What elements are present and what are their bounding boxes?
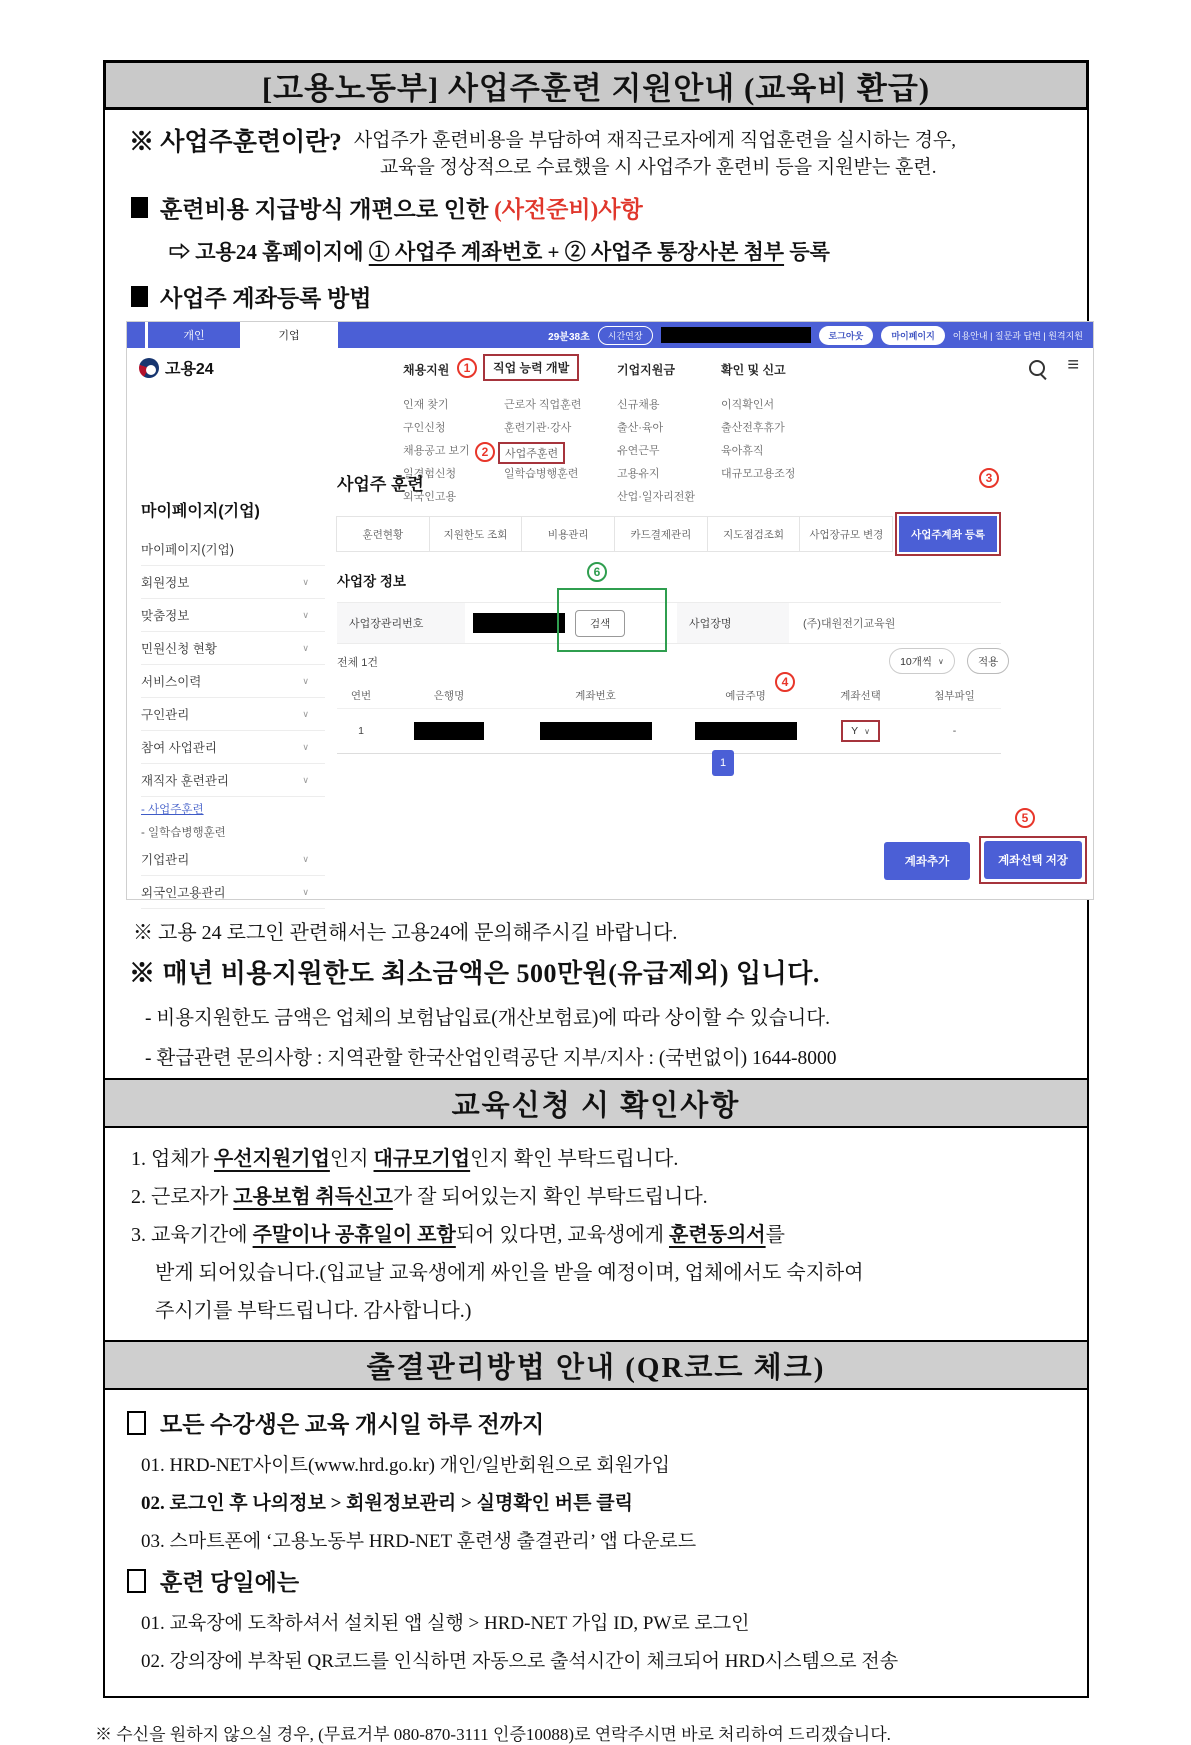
menu-item[interactable]: 대규모고용조정: [721, 468, 796, 480]
check-item-1: 1. 업체가 우선지원기업인지 대규모기업인지 확인 부탁드립니다.: [131, 1148, 679, 1170]
sidebar-item-job-offer[interactable]: 구인관리 ∨: [141, 698, 325, 731]
goyong24-logo[interactable]: [139, 356, 214, 379]
tab-inspection[interactable]: 지도점검조회: [707, 516, 801, 552]
menu-item[interactable]: 유연근무: [617, 445, 660, 457]
chevron-down-icon: [302, 709, 309, 720]
section3-title: 출결관리방법 안내 (QR코드 체크): [366, 1351, 826, 1384]
section2-title: 교육신청 시 확인사항: [451, 1089, 741, 1122]
account-table: [337, 682, 1001, 754]
menu-item[interactable]: 이직확인서: [721, 399, 775, 411]
menu-item[interactable]: 채용공고 보기: [403, 445, 470, 457]
intro-line2: 교육을 정상적으로 수료했을 시 사업주가 훈련비 등을 지원받는 훈련.: [379, 157, 937, 178]
method-text: 사업주 계좌등록 방법: [160, 286, 372, 311]
tab-card-payment[interactable]: 카드결제관리: [614, 516, 708, 552]
sidebar-item-foreign-employment[interactable]: 외국인고용관리 ∨: [141, 876, 325, 909]
annotation-circle-2: 2: [475, 442, 495, 462]
check-item-3: 3. 교육기간에 주말이나 공휴일이 포함되어 있다면, 교육생에게 훈련동의서를: [131, 1224, 785, 1246]
cell-bank: [385, 722, 513, 740]
menu-item[interactable]: 구인신청: [403, 422, 446, 434]
qr-heading-1: 모든 수강생은 교육 개시일 하루 전까지: [127, 1406, 1073, 1439]
intro-line1: 사업주가 훈련비용을 부담하여 재직근로자에게 직업훈련을 실시하는 경우,: [353, 130, 957, 151]
note-minimum-amount: ※ 매년 비용지원한도 최소금액은 500만원(유급제외) 입니다.: [129, 959, 820, 988]
prep-text: 훈련비용 지급방식 개편으로 인한 (사전준비)사항: [160, 197, 643, 222]
col-header-file: 첨부파일: [934, 689, 975, 702]
nav-item-subsidy[interactable]: 기업지원금: [617, 363, 675, 377]
sidebar-item-custom-info[interactable]: 맞춤정보 ∨: [141, 599, 325, 632]
table-header-row: [337, 682, 1001, 709]
check-item-2: 2. 근로자가 고용보험 취득신고가 잘 되어있는지 확인 부탁드립니다.: [131, 1186, 708, 1208]
square-bullet-icon: [131, 286, 148, 307]
extend-time-button[interactable]: 시간연장: [598, 326, 653, 345]
col-header-select: 계좌선택: [840, 689, 881, 702]
chevron-down-icon: [302, 610, 309, 621]
training-tabbar: [337, 512, 1001, 556]
arrow-underlined: ① 사업주 계좌번호 + ② 사업주 통장사본 첨부: [368, 240, 785, 264]
session-timer: 29분38초: [548, 331, 590, 343]
note-login: ※ 고용 24 로그인 관련해서는 고용24에 문의해주시길 바랍니다.: [133, 922, 678, 944]
add-account-button[interactable]: 계좌추가: [884, 842, 970, 880]
pagination-page-1[interactable]: 1: [712, 750, 734, 776]
tab-personal[interactable]: 개인: [148, 322, 240, 348]
checkbox-icon: [127, 1411, 146, 1435]
topbar: [338, 322, 1093, 348]
sidebar-item-civil-status[interactable]: 민원신청 현황 ∨: [141, 632, 325, 665]
dash-note-2: - 환급관련 문의사항 : 지역관할 한국산업인력공단 지부/지사 : (국번없이) 1644-8000: [145, 1048, 837, 1069]
save-account-select-button[interactable]: 계좌선택 저장: [984, 841, 1082, 879]
sidebar-title: 마이페이지(기업): [141, 503, 260, 520]
tab-training-status[interactable]: 훈련현황: [336, 516, 430, 552]
chevron-down-icon: [302, 742, 309, 753]
doc-title: [고용노동부] 사업주훈련 지원안내 (교육비 환급): [261, 70, 931, 106]
cell-holder: [678, 722, 813, 740]
topbar-links[interactable]: 이용안내 | 질문과 답변 | 원격지원: [952, 330, 1083, 341]
prep-line: [131, 191, 1075, 224]
sidebar-item-participation[interactable]: 참여 사업관리 ∨: [141, 731, 325, 764]
logout-button[interactable]: 로그아웃: [819, 326, 874, 345]
checkbox-icon: [127, 1569, 146, 1593]
menu-col-vocational: [481, 396, 582, 488]
arrow-pre: 고용24 홈페이지에: [195, 240, 369, 264]
gov-emblem-icon: [139, 358, 159, 378]
menu-item[interactable]: 출산전후휴가: [721, 422, 785, 434]
method-line: [131, 280, 1075, 313]
total-count: 전체 1건: [337, 657, 379, 669]
chevron-down-icon: [864, 727, 870, 736]
redacted-bank-name: [414, 722, 484, 740]
qr-step: 02. 강의장에 부착된 QR코드를 인식하면 자동으로 출석시간이 체크되어 HRD시스템으로 전송: [141, 1651, 899, 1672]
sidebar-link-apprenticeship[interactable]: - 일학습병행훈련: [141, 826, 226, 839]
annotation-circle-6: 6: [587, 562, 607, 582]
workplace-number-label: 사업장관리번호: [337, 603, 465, 643]
page-size-select[interactable]: 10개씩 ∨: [889, 648, 955, 674]
col-header-holder: 예금주명: [725, 689, 766, 702]
topbar-left-stub: [127, 322, 145, 348]
nav-item-report[interactable]: 확인 및 신고: [721, 363, 786, 377]
annotation-circle-1: 1: [457, 358, 477, 378]
sidebar-item-company-mgmt[interactable]: 기업관리 ∨: [141, 843, 325, 876]
intro-question: ※ 사업주훈련이란?: [129, 129, 342, 156]
cell-no: 1: [358, 725, 364, 737]
section2-box: [103, 1126, 1089, 1342]
chevron-down-icon: [302, 887, 309, 898]
menu-col-subsidy: [617, 396, 695, 511]
search-icon[interactable]: [1029, 360, 1045, 376]
chevron-down-icon: [302, 676, 309, 687]
arrow-tail: 등록: [784, 240, 830, 264]
check-item-3-line2: 받게 되어있습니다.(입교날 교육생에게 싸인을 받을 예정이며, 업체에서도 숙지하여: [155, 1262, 864, 1284]
redacted-workplace-number: [473, 613, 565, 633]
qr-step: 01. 교육장에 도착하셔서 설치된 앱 실행 > HRD-NET 가입 ID, PW로 로그인: [141, 1613, 750, 1634]
sidebar: [127, 498, 325, 909]
menu-item[interactable]: 일학습병행훈련: [504, 468, 579, 480]
tab-account-register[interactable]: 사업주계좌 등록: [899, 516, 997, 552]
redacted-holder-name: [695, 722, 797, 740]
menu-item[interactable]: 외국인고용: [403, 491, 457, 503]
col-header-no: 연번: [350, 689, 372, 702]
menu-col-report: [721, 396, 795, 488]
intro-block: [129, 122, 1075, 181]
nav-item-vocational-group: [457, 354, 579, 381]
page-title: 사업주 훈련: [337, 475, 424, 494]
section-title-workplace: 사업장 정보: [337, 574, 406, 589]
menu-item[interactable]: 출산·육아: [617, 422, 664, 434]
cell-account: [513, 722, 678, 740]
qr-step: 02. 로그인 후 나의정보 > 회원정보관리 > 실명확인 버튼 클릭: [141, 1493, 633, 1514]
nav-item-recruit[interactable]: 채용지원: [403, 363, 450, 377]
arrow-icon: ⇨: [169, 240, 190, 264]
section3-box: [103, 1388, 1089, 1698]
square-bullet-icon: [131, 197, 148, 218]
tab-account-register-box: [895, 512, 1001, 556]
workplace-name-label: 사업장명: [677, 603, 789, 643]
apply-button[interactable]: 적용: [967, 648, 1009, 674]
chevron-down-icon: [302, 854, 309, 865]
redacted-account-number: [540, 722, 652, 740]
tab-company[interactable]: 기업: [243, 322, 335, 348]
doc-main-box: [103, 108, 1089, 1080]
section2-bar: [103, 1078, 1089, 1128]
sidebar-link-employer-training[interactable]: - 사업주훈련: [141, 803, 204, 816]
redacted-username: [661, 327, 811, 343]
chevron-down-icon: [302, 775, 309, 786]
cell-file: -: [952, 725, 957, 737]
intro-answer: [354, 122, 956, 181]
sidebar-item-incumbent-training[interactable]: 재직자 훈련관리 ∨: [141, 764, 325, 797]
col-header-bank: 은행명: [433, 689, 465, 702]
menu-item[interactable]: 고용유지: [617, 468, 660, 480]
menu-item[interactable]: 육아휴직: [721, 445, 764, 457]
save-button-box: [979, 836, 1087, 884]
opt-out-footer: ※ 수신을 원하지 않으실 경우, (무료거부 080-870-3111 인증10088)로 연락주시면 바로 처리하여 드리겠습니다.: [95, 1725, 891, 1744]
sidebar-item-member-info[interactable]: 회원정보 ∨: [141, 566, 325, 599]
workplace-form-row: [337, 602, 1001, 644]
section3-bar: [103, 1340, 1089, 1390]
sidebar-item-service-history[interactable]: 서비스이력 ∨: [141, 665, 325, 698]
cell-select: [813, 720, 908, 742]
menu-item[interactable]: 근로자 직업훈련: [504, 399, 582, 411]
annotation-circle-4: 4: [775, 672, 795, 692]
search-button[interactable]: 검색: [575, 610, 625, 637]
menu-item[interactable]: 일경험신청: [403, 468, 457, 480]
dash-note-1: - 비용지원한도 금액은 업체의 보험납입료(개산보험료)에 따라 상이할 수 있습니다.: [145, 1008, 830, 1029]
check-item-3-line3: 주시기를 부탁드립니다. 감사합니다.): [155, 1300, 472, 1322]
account-select-dropdown[interactable]: Y ∨: [841, 720, 880, 742]
mypage-button[interactable]: 마이페이지: [881, 326, 944, 345]
workplace-number-value: [465, 603, 677, 643]
sidebar-item-mypage[interactable]: 마이페이지(기업): [141, 533, 325, 566]
tab-limit-inquiry[interactable]: 지원한도 조회: [429, 516, 523, 552]
doc-title-bar: [103, 60, 1089, 110]
menu-item[interactable]: 인재 찾기: [403, 399, 449, 411]
logo-text: 고용24: [165, 361, 214, 378]
menu-item-employer-training[interactable]: 2 사업주훈련: [504, 442, 581, 465]
chevron-down-icon: [302, 643, 309, 654]
goyong24-screenshot: [126, 321, 1094, 900]
chevron-down-icon: [938, 657, 944, 666]
hamburger-menu-icon[interactable]: [1067, 354, 1079, 377]
menu-item[interactable]: 신규채용: [617, 399, 660, 411]
annotation-circle-3: 3: [979, 468, 999, 488]
tab-cost-mgmt[interactable]: 비용관리: [521, 516, 615, 552]
annotation-circle-5: 5: [1015, 808, 1035, 828]
menu-item[interactable]: 훈련기관·강사: [504, 422, 572, 434]
prep-red-text: (사전준비)사항: [494, 197, 643, 222]
col-header-account: 계좌번호: [575, 689, 616, 702]
main-nav: [127, 348, 1093, 386]
qr-step: 01. HRD-NET사이트(www.hrd.go.kr) 개인/일반회원으로 회원가입: [141, 1455, 670, 1476]
nav-item-vocational[interactable]: 직업 능력 개발: [483, 354, 579, 381]
tab-size-change[interactable]: 사업장규모 변경: [799, 516, 893, 552]
qr-heading-2: 훈련 당일에는: [127, 1564, 1073, 1597]
workplace-name-value: (주)대원전기교육원: [803, 618, 896, 630]
chevron-down-icon: [302, 577, 309, 588]
qr-step: 03. 스마트폰에 ‘고용노동부 HRD-NET 훈련생 출결관리’ 앱 다운로드: [141, 1531, 697, 1552]
table-row: [337, 709, 1001, 754]
menu-item[interactable]: 산업·일자리전환: [617, 491, 696, 503]
arrow-line: [169, 236, 1075, 266]
